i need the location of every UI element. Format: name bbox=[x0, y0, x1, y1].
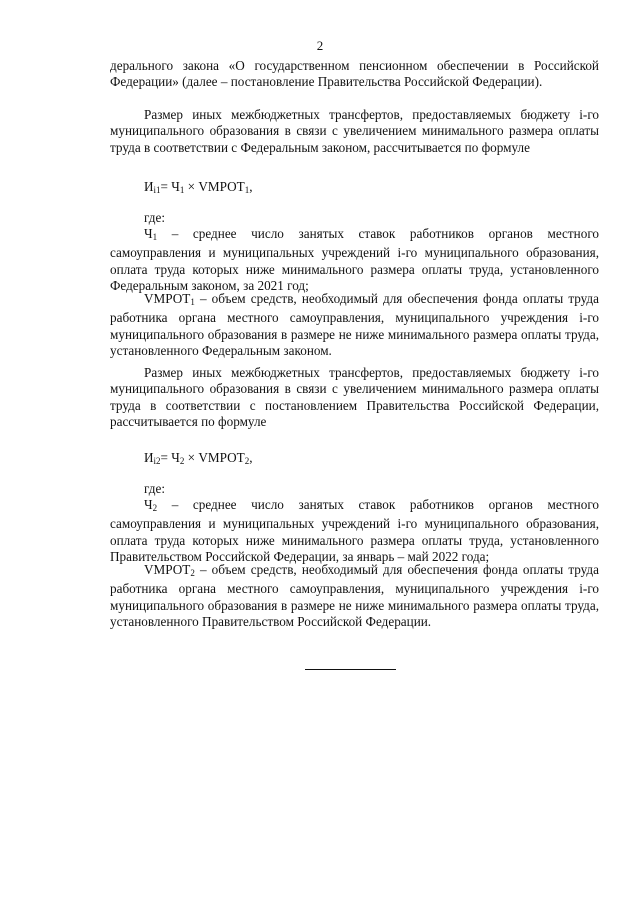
definition-vmrot1-text: – объем средств, необходимый для обеспечения фонда оплаты труда работника органа местного самоуправления, муниципального учреждения i-го муниципального образования в размере не ниже минимального размера оплаты труда, установленного Федеральным законом. bbox=[110, 291, 599, 358]
formula-2-eq: = Ч bbox=[160, 450, 180, 465]
definition-vmrot1-symbol: VМРОТ bbox=[144, 291, 191, 306]
definition-ch2-text: – среднее число занятых ставок работников органов местного самоуправления и муниципальных учреждений i-го муниципального образования, оплата труда которых ниже минимального размера оплаты труда, установленного Правительством Российской Федерации, за январь – май 2022 года; bbox=[110, 497, 599, 564]
definition-vmrot2-text: – объем средств, необходимый для обеспечения фонда оплаты труда работника органа местного самоуправления, муниципального учреждения i-го муниципального образования в размере не ниже минимального размера оплаты труда, установленного Правительством Российской Федерации. bbox=[110, 562, 599, 629]
page-number: 2 bbox=[316, 38, 324, 53]
formula-2-mid-sub: 2 bbox=[179, 456, 185, 466]
definition-ch2-sub: 2 bbox=[152, 503, 158, 513]
where-label-1: где: bbox=[144, 210, 165, 225]
definition-vmrot2-sub: 2 bbox=[190, 568, 195, 578]
definition-vmrot2 bbox=[110, 562, 599, 630]
definition-vmrot2-symbol: VМРОТ bbox=[144, 562, 191, 577]
definition-ch1 bbox=[110, 226, 599, 294]
formula-1 bbox=[144, 179, 253, 195]
paragraph-transfers-federal-law: Размер иных межбюджетных трансфертов, предоставляемых бюджету i-го муниципального образования в связи с увеличением минимального размера оплаты труда в соответствии с Федеральным законом, рассчитывается по формуле bbox=[110, 107, 599, 155]
formula-2-times: × VМРОТ bbox=[184, 450, 245, 465]
formula-1-lhs: И bbox=[144, 179, 154, 194]
definition-ch2 bbox=[110, 497, 599, 565]
formula-2-lhs-sub: i2 bbox=[153, 456, 161, 466]
where-label-2: где: bbox=[144, 481, 165, 496]
definition-ch1-text: – среднее число занятых ставок работников органов местного самоуправления и муниципальных учреждений i-го муниципального образования, оплата труда которых ниже минимального размера оплаты труда, установленного Федеральным законом, за 2021 год; bbox=[110, 226, 599, 293]
formula-1-lhs-sub: i1 bbox=[153, 185, 161, 195]
formula-1-rhs-sub: 1 bbox=[244, 185, 250, 195]
definition-vmrot1-sub: 1 bbox=[190, 297, 195, 307]
formula-2 bbox=[144, 450, 253, 466]
end-separator-line bbox=[305, 669, 396, 670]
definition-vmrot1 bbox=[110, 291, 599, 359]
definition-ch1-sub: 1 bbox=[152, 232, 158, 242]
formula-2-rhs-sub: 2 bbox=[244, 456, 250, 466]
formula-1-times: × VМРОТ bbox=[184, 179, 245, 194]
paragraph-transfers-government: Размер иных межбюджетных трансфертов, предоставляемых бюджету i-го муниципального образования в связи с увеличением минимального размера оплаты труда в соответствии с постановлением Правительства Российской Федерации, рассчитывается по формуле bbox=[110, 365, 599, 429]
formula-2-end: , bbox=[249, 450, 253, 465]
definition-ch2-symbol: Ч bbox=[144, 497, 153, 512]
definition-ch1-symbol: Ч bbox=[144, 226, 153, 241]
formula-1-end: , bbox=[249, 179, 253, 194]
formula-1-eq: = Ч bbox=[160, 179, 180, 194]
paragraph-continuation: дерального закона «О государственном пенсионном обеспечении в Российской Федерации» (далее – постановление Правительства Российской Федерации). bbox=[110, 58, 599, 90]
formula-2-lhs: И bbox=[144, 450, 154, 465]
formula-1-mid-sub: 1 bbox=[179, 185, 185, 195]
